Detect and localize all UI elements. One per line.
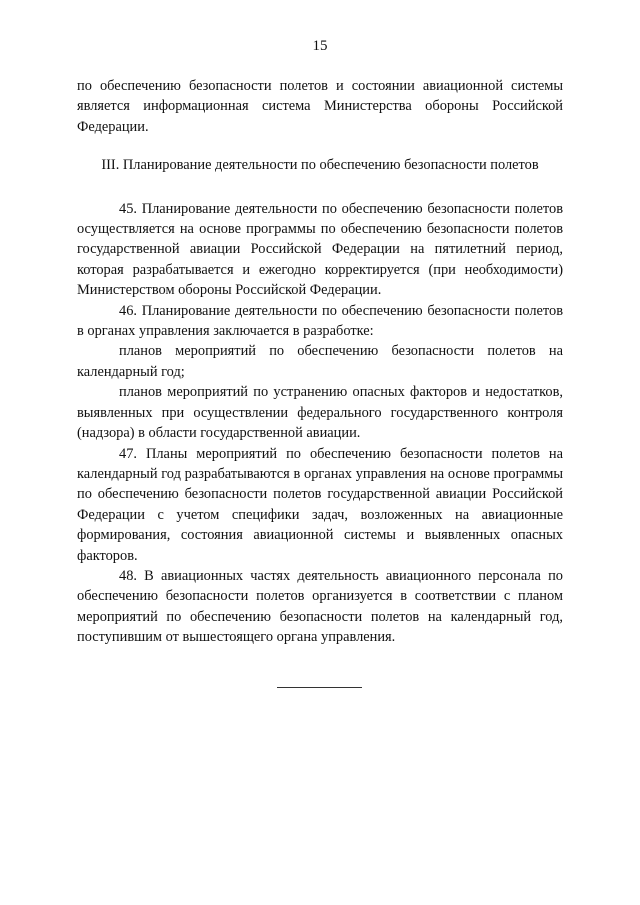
section-heading: III. Планирование деятельности по обеспечению безопасности полетов <box>101 157 539 174</box>
paragraph-47: 47. Планы мероприятий по обеспечению безопасности полетов на календарный год разрабатываются в органах управления на основе программы по обеспечению безопасности полетов государственной авиации Российской Федерации с учетом специфики задач, возложенных на авиационные формирования, состояния авиационной системы и выявленных опасных факторов. <box>77 445 563 564</box>
list-item-annual-plans: планов мероприятий по обеспечению безопасности полетов на календарный год; <box>77 343 563 380</box>
paragraph-48: 48. В авиационных частях деятельность авиационного персонала по обеспечению безопасности полетов организуется в соответствии с планом мероприятий по обеспечению безопасности полетов на календарный год, поступившим от вышестоящего органа управления. <box>77 567 563 646</box>
paragraph-45: 45. Планирование деятельности по обеспечению безопасности полетов осуществляется на основе программы по обеспечению безопасности полетов государственной авиации Российской Федерации на пятилетний период, которая разрабатывается и ежегодно корректируется (при необходимости) Министерством обороны Российской Федерации. <box>77 200 563 299</box>
paragraph-46: 46. Планирование деятельности по обеспечению безопасности полетов в органах управления заключается в разработке: <box>77 302 563 340</box>
list-item-hazard-plans: планов мероприятий по устранению опасных факторов и недостатков, выявленных при осуществлении федерального государственного контроля (надзора) в области государственной авиации. <box>77 384 563 442</box>
end-divider <box>277 687 362 688</box>
document-body <box>77 76 563 648</box>
intro-paragraph: по обеспечению безопасности полетов и состоянии авиационной системы является информационная система Министерства обороны Российской Федерации. <box>77 78 563 135</box>
page-number: 15 <box>312 38 328 54</box>
